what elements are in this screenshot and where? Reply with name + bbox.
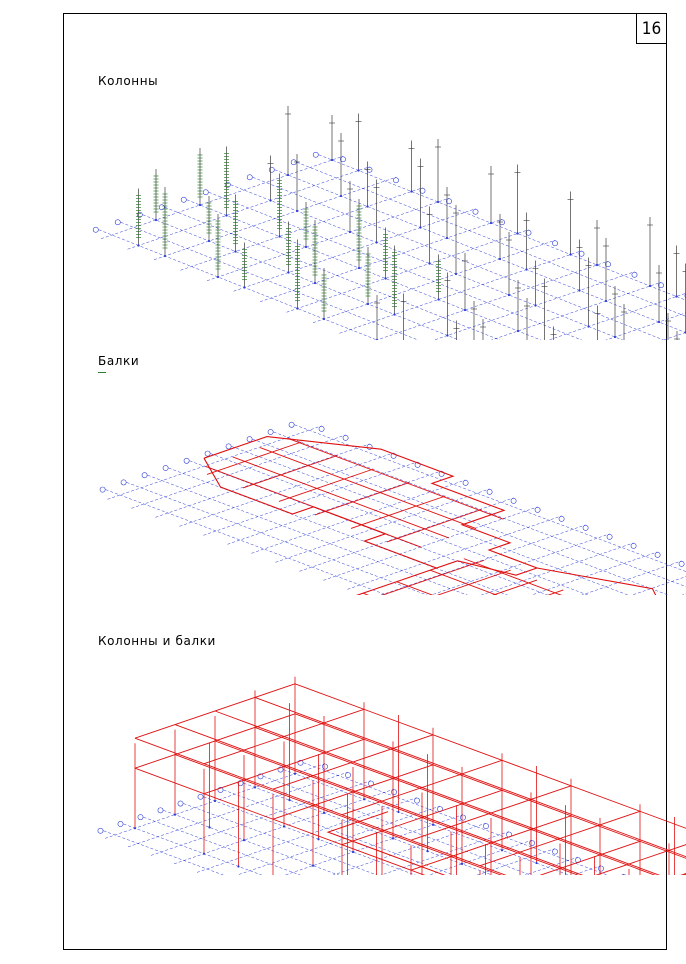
beam bbox=[233, 457, 449, 538]
grid-axis-line bbox=[419, 282, 661, 340]
beam bbox=[363, 593, 555, 595]
column-base-point bbox=[296, 307, 298, 309]
column-base-point bbox=[490, 222, 492, 224]
title-underline-mark bbox=[98, 372, 106, 373]
column-base-point bbox=[393, 313, 395, 315]
beams-3d-view bbox=[0, 385, 686, 595]
grid-axis-line bbox=[539, 588, 686, 595]
column-base-point bbox=[534, 304, 536, 306]
column-base-point bbox=[358, 267, 360, 269]
columns-and-beams-3d-view bbox=[0, 660, 686, 875]
grid-axis-line bbox=[404, 874, 624, 875]
grid-axis-line bbox=[347, 516, 561, 589]
axis-bubble-icon bbox=[552, 849, 557, 854]
beam bbox=[397, 582, 589, 595]
column-base-point bbox=[376, 339, 378, 340]
column-base-point bbox=[349, 231, 351, 233]
axis-bubble-icon bbox=[142, 473, 147, 478]
beam bbox=[206, 466, 422, 547]
column-base-point bbox=[501, 849, 503, 851]
column-base-point bbox=[525, 268, 527, 270]
axis-bubble-icon bbox=[198, 794, 203, 799]
axis-bubble-icon bbox=[100, 487, 105, 492]
column-base-point bbox=[516, 232, 518, 234]
axis-bubble-icon bbox=[121, 480, 126, 485]
column-base-point bbox=[288, 799, 290, 801]
axis-bubble-icon bbox=[511, 498, 516, 503]
grid-axis-line bbox=[467, 561, 681, 595]
column-base-point bbox=[237, 865, 239, 867]
grid-axis-line bbox=[499, 314, 686, 340]
axis-bubble-icon bbox=[529, 841, 534, 846]
axis-bubble-icon bbox=[181, 197, 186, 202]
column-base-point bbox=[174, 814, 176, 816]
axis-bubble-icon bbox=[559, 516, 564, 521]
axis-bubble-icon bbox=[598, 866, 603, 871]
column-base-point bbox=[214, 800, 216, 802]
column-base-point bbox=[367, 303, 369, 305]
column-base-point bbox=[578, 289, 580, 291]
column-base-point bbox=[137, 244, 139, 246]
beam bbox=[549, 837, 686, 875]
axis-bubble-icon bbox=[473, 209, 478, 214]
axis-bubble-icon bbox=[138, 815, 143, 820]
column-base-point bbox=[305, 246, 307, 248]
column-base-point bbox=[366, 205, 368, 207]
column-base-point bbox=[287, 174, 289, 176]
column-base-point bbox=[675, 295, 677, 297]
grid-axis-line bbox=[295, 425, 686, 595]
column-base-point bbox=[357, 169, 359, 171]
column-base-point bbox=[658, 321, 660, 323]
column-base-point bbox=[410, 190, 412, 192]
column-base-point bbox=[437, 201, 439, 203]
axis-bubble-icon bbox=[460, 815, 465, 820]
axis-bubble-icon bbox=[98, 828, 103, 833]
axis-bubble-icon bbox=[367, 444, 372, 449]
axis-bubble-icon bbox=[322, 764, 327, 769]
column-base-point bbox=[331, 159, 333, 161]
grid-axis-line bbox=[127, 482, 612, 595]
grid-axis-line bbox=[525, 324, 686, 340]
column-base-point bbox=[605, 300, 607, 302]
grid-axis-line bbox=[443, 552, 657, 595]
column-base-point bbox=[375, 241, 377, 243]
grid-axis-line bbox=[323, 507, 537, 580]
axis-bubble-icon bbox=[247, 175, 252, 180]
axis-bubble-icon bbox=[268, 429, 273, 434]
column-base-point bbox=[517, 330, 519, 332]
column-base-point bbox=[397, 811, 399, 813]
column-base-point bbox=[312, 865, 314, 867]
axis-bubble-icon bbox=[583, 525, 588, 530]
column-base-point bbox=[446, 334, 448, 336]
column-base-point bbox=[203, 853, 205, 855]
column-base-point bbox=[254, 786, 256, 788]
grid-axis-line bbox=[419, 543, 633, 595]
column-base-point bbox=[269, 199, 271, 201]
column-base-point bbox=[426, 850, 428, 852]
column-base-point bbox=[363, 798, 365, 800]
column-base-point bbox=[419, 226, 421, 228]
grid-axis-line bbox=[207, 198, 449, 281]
column-base-point bbox=[499, 258, 501, 260]
column-base-point bbox=[208, 826, 210, 828]
column-base-point bbox=[384, 277, 386, 279]
grid-axis-line bbox=[251, 480, 465, 553]
column-base-point bbox=[296, 210, 298, 212]
axis-bubble-icon bbox=[414, 798, 419, 803]
axis-bubble-icon bbox=[163, 465, 168, 470]
column-base-point bbox=[278, 235, 280, 237]
column-base-point bbox=[287, 271, 289, 273]
grid-axis-line bbox=[393, 272, 635, 340]
axis-bubble-icon bbox=[93, 227, 98, 232]
beam bbox=[175, 755, 658, 875]
axis-bubble-icon bbox=[269, 167, 274, 172]
grid-axis-line bbox=[366, 261, 608, 340]
column-base-point bbox=[461, 863, 463, 865]
column-base-point bbox=[314, 282, 316, 284]
section-title-columns: Колонны bbox=[98, 74, 159, 88]
axis-bubble-icon bbox=[632, 272, 637, 277]
axis-bubble-icon bbox=[205, 451, 210, 456]
axis-bubble-icon bbox=[158, 808, 163, 813]
grid-axis-line bbox=[187, 200, 686, 340]
grid-axis-line bbox=[101, 156, 343, 239]
column-base-point bbox=[352, 851, 354, 853]
column-base-point bbox=[208, 240, 210, 242]
column-base-point bbox=[455, 273, 457, 275]
columns-3d-view bbox=[0, 95, 686, 340]
beam-outline bbox=[204, 437, 537, 576]
grid-axis-line bbox=[266, 823, 486, 875]
axis-bubble-icon bbox=[393, 178, 398, 183]
column-base-point bbox=[225, 214, 227, 216]
section-title-columns-and-beams: Колонны и балки bbox=[98, 634, 216, 648]
axis-bubble-icon bbox=[313, 152, 318, 157]
axis-bubble-icon bbox=[391, 790, 396, 795]
axis-bubble-icon bbox=[679, 561, 684, 566]
grid-axis-line bbox=[203, 462, 417, 535]
axis-bubble-icon bbox=[178, 801, 183, 806]
column-base-point bbox=[294, 773, 296, 775]
grid-axis-line bbox=[179, 453, 393, 526]
column-base-point bbox=[437, 298, 439, 300]
column-base-point bbox=[243, 839, 245, 841]
column-base-point bbox=[446, 237, 448, 239]
column-base-point bbox=[283, 825, 285, 827]
column-base-point bbox=[596, 264, 598, 266]
column-base-point bbox=[587, 325, 589, 327]
grid-axis-line bbox=[275, 489, 489, 562]
axis-bubble-icon bbox=[655, 552, 660, 557]
grid-axis-line bbox=[143, 215, 673, 340]
column-base-point bbox=[535, 862, 537, 864]
grid-axis-line bbox=[107, 426, 321, 499]
column-base-point bbox=[392, 837, 394, 839]
axis-bubble-icon bbox=[247, 437, 252, 442]
grid-axis-line bbox=[304, 763, 686, 875]
column-base-point bbox=[508, 294, 510, 296]
column-base-point bbox=[164, 255, 166, 257]
axis-bubble-icon bbox=[535, 507, 540, 512]
column-base-point bbox=[464, 309, 466, 311]
grid-axis-line bbox=[472, 303, 686, 340]
column-base-point bbox=[432, 824, 434, 826]
column-base-point bbox=[649, 285, 651, 287]
column-base-point bbox=[323, 318, 325, 320]
column-base-point bbox=[323, 812, 325, 814]
page-number: 16 bbox=[636, 13, 667, 44]
axis-bubble-icon bbox=[289, 422, 294, 427]
axis-bubble-icon bbox=[319, 426, 324, 431]
column-base-point bbox=[243, 286, 245, 288]
grid-axis-line bbox=[104, 831, 610, 875]
axis-bubble-icon bbox=[184, 458, 189, 463]
column-base-point bbox=[614, 336, 616, 338]
column-base-point bbox=[234, 250, 236, 252]
grid-axis-line bbox=[287, 230, 529, 313]
column-base-point bbox=[217, 276, 219, 278]
axis-bubble-icon bbox=[345, 773, 350, 778]
beam bbox=[287, 438, 503, 519]
grid-axis-line bbox=[264, 776, 686, 875]
column-base-point bbox=[155, 219, 157, 221]
axis-bubble-icon bbox=[487, 489, 492, 494]
axis-bubble-icon bbox=[343, 435, 348, 440]
grid-axis-line bbox=[181, 188, 423, 271]
axis-bubble-icon bbox=[463, 480, 468, 485]
column-base-point bbox=[199, 204, 201, 206]
axis-bubble-icon bbox=[631, 543, 636, 548]
axis-bubble-icon bbox=[552, 241, 557, 246]
axis-bubble-icon bbox=[607, 534, 612, 539]
column-base-point bbox=[317, 838, 319, 840]
axis-bubble-icon bbox=[203, 190, 208, 195]
grid-axis-line bbox=[204, 797, 686, 875]
column-base-point bbox=[134, 827, 136, 829]
grid-axis-line bbox=[99, 230, 629, 340]
section-title-beams: Балки bbox=[98, 354, 140, 368]
axis-bubble-icon bbox=[118, 821, 123, 826]
column-base-point bbox=[340, 195, 342, 197]
axis-bubble-icon bbox=[115, 220, 120, 225]
column-base-point bbox=[428, 262, 430, 264]
column-base-point bbox=[569, 253, 571, 255]
grid-axis-line bbox=[358, 857, 578, 875]
axis-bubble-icon bbox=[226, 444, 231, 449]
beam bbox=[430, 570, 622, 595]
axis-bubble-icon bbox=[483, 824, 488, 829]
grid-axis-line bbox=[289, 832, 509, 875]
